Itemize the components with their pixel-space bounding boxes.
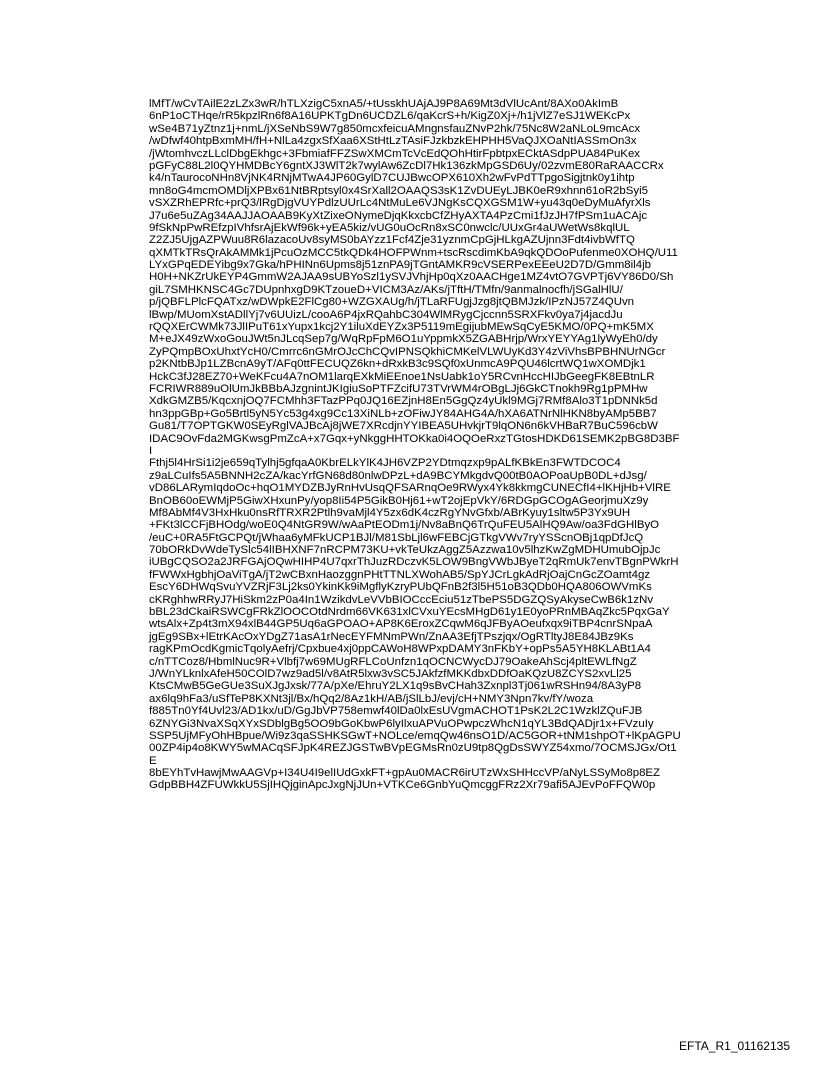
- text-line: IDAC9OvFda2MGKwsgPmZcA+x7Gqx+yNkggHHTOKka0i4OQOeRxzTGtosHDKD61SEMK2pBG8D3BF: [149, 432, 680, 445]
- text-line: /euC+0RA5FtGCPQt/jWhaa6yMFkUCP1BJl/M81SbLjl6wFEBCjGTkgVWv7ryYSScnOBj1qpDfJcQ: [149, 531, 644, 544]
- text-line: 00ZP4ip4o8KWY5wMACqSFJpK4REZJGSTwBVpEGMsRn0zU9tp8QgDsSWYZ54xmo/7OCMSJGx/Ot1: [149, 742, 677, 755]
- text-line: E: [149, 754, 157, 767]
- text-line: EscY6DHWqSvuYVZRjF3Lj2ks0YkinKk9iMgflyKzryPUbQFnB2f3l5H51oB3QDb0HQA806OWVmKs: [149, 581, 652, 594]
- text-line: LYxGPqEDEYibg9x7Gka/hPHINn6Upms8j51znPA9jTGntAMKR9cVSERPexEEeU2D7D/Gmm8il4jb: [149, 259, 651, 272]
- text-line: XdkGMZB5/KqcxnjOQ7FCMhh3FTazPPq0JQ16EZjnH8En5GgQz4yUkl9MGj7RMf8Alo3T1pDNNk5d: [149, 395, 658, 408]
- text-line: hn3ppGBp+Go5Brtl5yN5Yc53g4xg9Cc13XiNLb+zOFiwJY84AHG4A/hXA6ATNrNlHKN8byAMp5BB7: [149, 407, 657, 420]
- text-line: Mf8AbMf4V3HxHku0nsRfTRXR2Ptlh9vaMjl4Y5zx6dK4czRgYNvGfxb/ABrKyuy1sltw5P3Yx9UH: [149, 506, 631, 519]
- text-line: p2KNtbBJp1LZBcnA9yT/AFq0ttFECUQZ6kn+dRxkB3c9SQf0xUnmcA9PQU46lcrtWQ1wXOMDjk1: [149, 358, 646, 371]
- text-line: 9fSkNpPwREfzpIVhfsrAjEkWf96k+yEA5kiz/vUG0uOcRn8xSC0nwclc/UUxGr4aUWetWs8kqlUL: [149, 221, 630, 234]
- text-line: J7u6e5uZAg34AAJJAOAAB9KyXtZixeONymeDjqKkxcbCfZHyAXTA4PzCmi1fJzJH7fPSm1uACAjc: [149, 209, 648, 222]
- text-line: SSP5UjMFyOhHBpue/Wi9z3qaSSHKSGwT+NOLce/emqQw46nsO1D/AC5GOR+tNM1shpOT+lKpAGPU: [149, 729, 681, 742]
- text-line: H0H+NKZrUkEYP4GmmW2AJAA9sUBYoSzl1ySVJVhjHp0qXz0AACHge1MZ4vtO7GVPTj6VY86D0/Sh: [149, 271, 674, 284]
- text-line: k4/nTaurocoNHn8VjNK4RNjMTwA4JP60GylD7CUJBwcOPX610Xh2wFvPdTTpgoSigjtnk0y1ihtp: [149, 172, 635, 185]
- text-line: jgEg9SBx+lEtrKAcOxYDgZ71asA1rNecEYFMNmPWn/ZnAA3EfjTPszjqx/OgRTltyJ8E84JBz9Ks: [149, 630, 634, 643]
- text-line: lMfT/wCvTAilE2zLZx3wR/hTLXzigC5xnA5/+tUsskhUAjAJ9P8A69Mt3dVlUcAnt/8AXo0AkImB: [149, 98, 619, 110]
- text-line: +FKt3lCCFjBHOdg/woE0Q4NtGR9W/wAaPtEODm1j/Nv8aBnQ6TrQuFEU5AlHQ9Aw/oa3FdGHlByO: [149, 519, 660, 532]
- text-line: wtsAlx+Zp4t3mX94xlB44GP5Uq6aGPOAO+AP8K6EroxZCqwM6qJFByAOeufxqx9iTBP4cnrSNpaA: [149, 618, 653, 631]
- text-line: Gu81/T7OPTGKW0SEyRglVAJBcAj8jWE7XRcdjnYYIBEA5UHvkjrT9lqON6n6kVHBaR7BuC596cbW: [149, 420, 658, 433]
- text-line: KtsCMwB5GeGUe3SuXJgJxsk/77A/pXe/EhruY2LX1q9sBvCHah3Zxnpl3Tj061wRSHn94/8A3yP8: [149, 680, 642, 693]
- text-line: pGFyC88L2l0QYHMDBcY6gntXJ3WlT2k7wylAw6ZcDl7Hk136zkMpGSD6Uy/02zvmE80RaRAACCRx: [149, 159, 664, 172]
- text-line: iUBgCQSO2a2JRFGAjOQwHIHP4U7qxrThJuzRDczvK5LOW9BngVWbJByeT2qRmUk7envTBgnPWkrH: [149, 556, 679, 569]
- text-line: p/jQBFLPlcFQATxz/wDWpkE2FlCg80+WZGXAUg/h/jTLaRFUgjJzg8jtQBMJzk/IPzNJ57Z4QUvn: [149, 296, 635, 309]
- text-line: qXMTkTRsQrAkAMMk1jPcuOzMCC5tkQDk4HOFPWnm+tscRscdimKbA9qkQDOoPufenme0XOHQ/U11: [149, 246, 678, 259]
- text-line: /jWtomhvczLLclDbgEkhgc+3FbmiafFFZSwXMCmTcVcEdQOhHtirFpbtpxECktASdpPUA84PuKex: [149, 147, 641, 160]
- text-line: lBwp/MUomXstADllYj7v6UUizL/cooA6P4jxRQahbC304WlMRygCjccnn5SRXFkv0ya7j4jacdJu: [149, 308, 623, 321]
- text-line: BnOB60oEWMjP5GiwXHxunPy/yop8Ii54P5GikB0Hj61+wT2ojEpVkY/6RDGpGCOgAGeorjmuXz9y: [149, 494, 649, 507]
- text-line: 6ZNYGi3NvaXSqXYxSDblgBg5OO9bGoKbwP6lyIlxuAPVuOPwpczWhcN1qYL3BdQADjr1x+FVzuIy: [149, 717, 654, 730]
- text-line: 6nP1oCTHqe/rR5kpzlRn6f8A16UPKTgDn6UCDZL6/qaKcrS+h/KigZ0Xj+/h1jVlZ7eSJ1WEKcPx: [149, 110, 631, 123]
- text-line: f885Tn0Yf4Uvl23/AD1kx/uD/GgJbVP758emwf40lDa0lxEsUVgmACHOT1PsK2L2C1WzklZQuFJB: [149, 705, 643, 718]
- text-line: mn8oG4mcmOMDljXPBx61NtBRptsyl0x4SrXall2OAAQS3sK1ZvDUEyLJBK0eR9xhnn61oR2bSyi5: [149, 184, 649, 197]
- text-line: HckC3fJ28EZ70+WeKFcu4A7nOM1larqEXkMiEEnoe1NsUabk1oY5RCvnHccHIJbGeegFK8EBtnLR: [149, 370, 655, 383]
- text-line: cKRghhwRRyJ7HiSkm2zP0a4In1WzikdvLeVVbBIOCccEciu51zTbePS5DGZQSyAkyseCwB6k1zNv: [149, 593, 654, 606]
- text-line: bBL23dCkaiRSWCgFRkZlOOCOtdNrdm66VK631xlCVxuYEcsMHgD61y1E0yoPRnMBAqZkc5PqxGaY: [149, 606, 670, 619]
- text-line: wSe4B71yZtnz1j+nmL/jXSeNbS9W7g850mcxfeicuAMngnsfauZNvP2hk/75Nc8W2aNLoL9mcAcx: [149, 122, 641, 135]
- encoded-text-block: [149, 98, 681, 792]
- text-line: z9aLCuIfs5A5BNNH2cZA/kacYrfGN68d80nlwDPzL+dA9BCYMkgdvQ00tB0AOPoaUpB0DL+dJsg/: [149, 469, 647, 482]
- text-line: ax6lq9hFa3/uSfTeP8KXNt3jl/Bx/hQq2/8Az1kH/AB/jSlLbJ/evj/cH+NMY3Npn7kv/fY/woza: [149, 692, 594, 705]
- text-line: Fthj5l4HrSi1i2je659qTylhj5gfqaA0KbrELkYlK4JH6VZP2YDtmqzxp9pALfKBkEn3FWTDCOC4: [149, 457, 621, 470]
- text-line: fFWWxHgbhjOaViTgA/jT2wCBxnHaozggnPHtTTNLXWohAB5/SpYJCrLgkAdRjOajCnGcZOamt4gz: [149, 568, 651, 581]
- text-line: vSXZRhEPRfc+prQ3/lRgDjgVUYPdlzUUrLc4NtMuLe6VJNgKsCQXGSM1W+yu43q0eDyMuAfyrXls: [149, 197, 651, 210]
- text-line: 8bEYhTvHawjMwAAGVp+I34U4I9elIUdGxkFT+gpAu0MACR6irUTzWxSHHccVP/aNyLSSyMo8p8EZ: [149, 767, 661, 780]
- text-line: vD86LARymIqdoOc+hqO1MYDZBJyRnHvUsqQFSARnqOe9RWyx4Yk8kkmgCUNECfI4+lKHjHb+VlRE: [149, 482, 671, 495]
- text-line: giL7SMHKNSC4Gc7DUpnhxgD9KTzoueD+VICM3Az/AKs/jTftH/TMfn/9anmalnocfh/jSGalHlU/: [149, 283, 623, 296]
- text-line: rQQXErCWMk73JlIPuT61xYupx1kcj2Y1iluXdEYZx3P5119mEgijubMEwSqCyE5KMO/0PQ+mK5MX: [149, 321, 654, 334]
- text-line: GdpBBH4ZFUWkkU5SjIHQjginApcJxgNjJUn+VTKCe6GnbYuQmcggFRz2Xr79afi5AJEvPoFFQW0p: [149, 779, 656, 792]
- text-line: /wDfwf40htpBxmMH/fH+NlLa4zgxSfXaa6XStHtLzTAsiFJzkbzkEHPHH5VaQJXOaNtIASSmOn3x: [149, 135, 637, 148]
- text-line: I: [149, 444, 153, 457]
- document-id: EFTA_R1_01162135: [679, 1039, 790, 1053]
- text-line: J/WnYLknlxAfeH50COlD7wz9ad5l/v8AtR5lxw3vSC5JAkfzfMKKdbxDDfOaKQzU8ZCYS2xvLl25: [149, 667, 632, 680]
- text-line: ZyPQmpBOxUhxtYcH0/Cmrrc6nGMrOJcChCQvIPNSQkhiCMKelVLWUyKd3Y4zViVhsBPBHNUrNGcr: [149, 345, 666, 358]
- text-line: FCRIWR889uOlUmJkBBbAJzgnintJKIgiuSoPTFZcifU73TVrWM4rOBgLJj6GkCTnokh9Rg1pPMHw: [149, 382, 648, 395]
- text-line: 70bORkDvWdeTySlc54lIBHXNF7nRCPM73KU+vkTeUkzAggZ5Azzwa10v5lhzKwZgMDHUmubOjpJc: [149, 544, 661, 557]
- text-line: Z2ZJ5UjgAZPWuu8R6lazacoUv8syMS0bAYzz1Fcf4Zje31yznmCpGjHLkgAZUjnn3Fdt4ivbWfTQ: [149, 234, 635, 247]
- text-line: c/nTTCoz8/HbmlNuc9R+Vlbfj7w69MUgRFLCoUnfzn1qOCNCWycDJ79OakeAhScj4pltEWLfNgZ: [149, 655, 637, 668]
- text-line: ragKPmOcdKgmicTqolyAefrj/Cpxbue4xj0ppCAWoH8WPxpDAMY3nFKbY+opPs5A5YH8KLABt1A4: [149, 643, 651, 656]
- text-line: M+eJX49zWxoGouJWt5nJLcqSep7g/WqRpFpM6O1uYppmkX5ZGABHrjp/WrxYEYYAg1lyWyEh0/dy: [149, 333, 658, 346]
